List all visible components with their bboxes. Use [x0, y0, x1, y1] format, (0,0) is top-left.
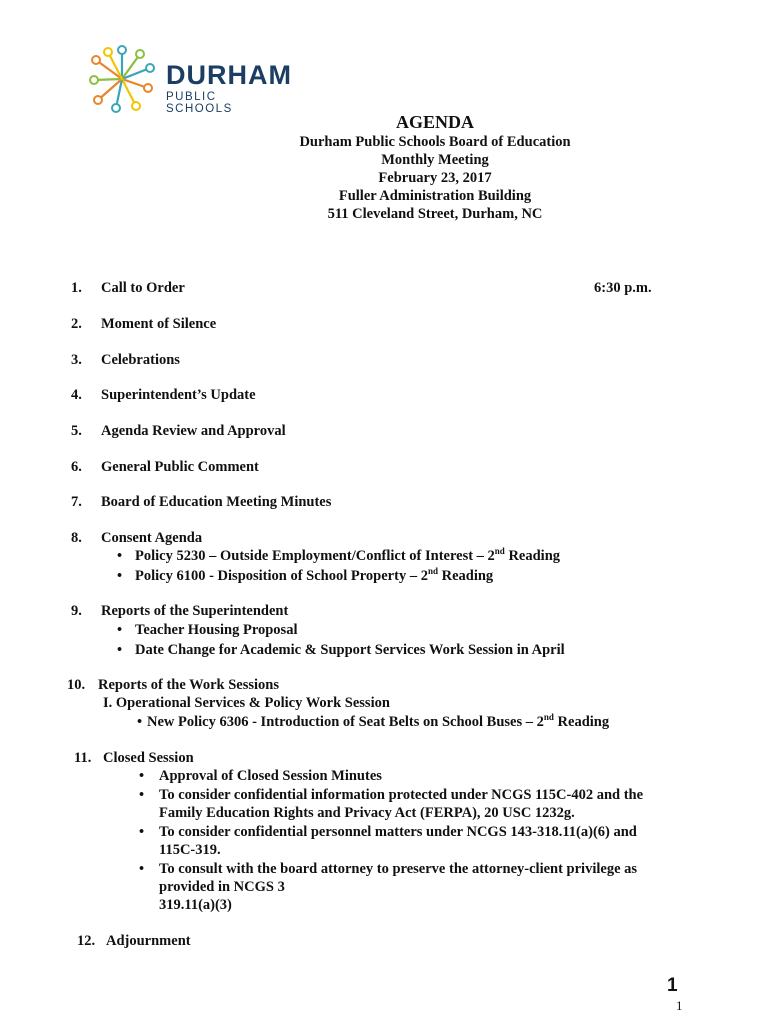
item-label: Agenda Review and Approval	[101, 423, 286, 439]
item-number: 8.	[71, 530, 82, 546]
bullet-text: provided in NCGS 3	[159, 879, 285, 895]
bullet-text: To consult with the board attorney to preserve the attorney-client privilege as	[159, 861, 638, 877]
bullet-text: 319.11(a)(3)	[159, 897, 232, 913]
item-number: 12.	[77, 933, 96, 949]
bullet-text: 115C-319.	[159, 842, 221, 858]
item-time: 6:30 p.m.	[594, 280, 652, 296]
item-number: 2.	[71, 316, 82, 332]
header-date: February 23, 2017	[378, 170, 492, 186]
bullet-text: Family Education Rights and Privacy Act (FERPA), 20 USC 1232g.	[159, 805, 575, 821]
logo-subtitle: PUBLIC SCHOOLS	[166, 91, 233, 115]
agenda-title: AGENDA	[395, 112, 474, 132]
bullet-text: Date Change for Academic & Support Services Work Session in April	[135, 642, 565, 658]
item-number: 7.	[71, 494, 82, 510]
item-number: 9.	[71, 603, 82, 619]
header-address: 511 Cleveland Street, Durham, NC	[327, 206, 543, 222]
bullet-text: Policy 5230 – Outside Employment/Conflict of Interest – 2nd Reading	[135, 546, 561, 564]
item-label: Adjournment	[106, 933, 191, 949]
page-number: 1	[667, 975, 678, 996]
bullet-text: Teacher Housing Proposal	[135, 622, 298, 638]
item-label: Call to Order	[101, 280, 185, 296]
item-number: 1.	[71, 280, 82, 296]
logo-starburst-icon	[86, 44, 158, 114]
item-label: General Public Comment	[101, 459, 259, 475]
work-session-subheading: I. Operational Services & Policy Work Session	[103, 695, 390, 711]
item-label: Board of Education Meeting Minutes	[101, 494, 332, 510]
item-label: Superintendent’s Update	[101, 387, 256, 403]
item-label: Closed Session	[103, 750, 194, 766]
page-number-small: 1	[676, 998, 683, 1013]
item-number: 5.	[71, 423, 82, 439]
item-number: 11.	[74, 750, 92, 766]
header-org: Durham Public Schools Board of Education	[299, 134, 571, 150]
item-label: Consent Agenda	[101, 530, 203, 546]
bullet-text: New Policy 6306 - Introduction of Seat Belts on School Buses – 2nd Reading	[147, 712, 610, 730]
item-number: 4.	[71, 387, 82, 403]
item-number: 3.	[71, 352, 82, 368]
item-label: Reports of the Superintendent	[101, 603, 289, 619]
bullet-text: Policy 6100 - Disposition of School Property – 2nd Reading	[135, 566, 494, 584]
bullet-text: To consider confidential personnel matters under NCGS 143-318.11(a)(6) and	[159, 824, 637, 840]
bullet-text: To consider confidential information protected under NCGS 115C-402 and the	[159, 787, 644, 803]
header-meeting: Monthly Meeting	[381, 152, 489, 168]
item-label: Moment of Silence	[101, 316, 217, 332]
item-label: Celebrations	[101, 352, 180, 368]
header-building: Fuller Administration Building	[338, 188, 532, 204]
item-label: Reports of the Work Sessions	[98, 677, 279, 693]
logo-name: DURHAM	[166, 60, 292, 90]
bullet-text: Approval of Closed Session Minutes	[159, 768, 382, 784]
item-number: 10.	[67, 677, 86, 693]
item-number: 6.	[71, 459, 82, 475]
durham-public-schools-logo	[86, 44, 292, 115]
